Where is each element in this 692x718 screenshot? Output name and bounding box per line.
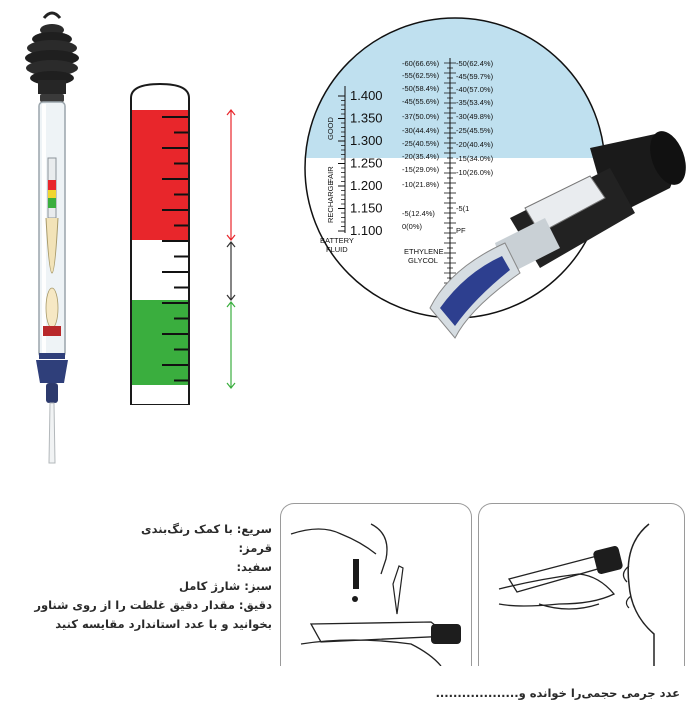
right-temp-label: -40(57.0%) [456,85,494,94]
left-temp-label: -20(35.4%) [402,152,440,161]
right-temp-label: -5(1 [456,204,470,213]
left-temp-label: -50(58.4%) [402,84,440,93]
right-temp-label: -30(49.8%) [456,112,494,121]
left-temp-label: -37(50.0%) [402,112,440,121]
right-temp-label: -50(62.4%) [456,59,494,68]
float-color-scale [128,82,193,405]
ethylene-label: ETHYLENE [404,247,444,256]
zone-label-fair: FAIR [326,166,335,183]
illustration-applying-sample-drop [280,503,472,666]
note-precise: دقیق: مقدار دقیق غلظت را از روی شناور [34,598,272,612]
left-temp-label: -15(29.0%) [402,165,440,174]
note-white: سفید: [236,560,272,574]
note-green: سبز: شارژ کامل [178,579,272,593]
battery-hydrometer-illustration [10,8,95,468]
instruction-notes [10,520,272,634]
illustration-looking-through-refractometer [478,503,685,666]
green-zone [132,300,188,385]
sg-tick-label: 1.100 [350,223,383,238]
sg-tick-label: 1.400 [350,88,383,103]
fluid-label: FLUID [326,245,348,254]
right-temp-label: -10(26.0%) [456,168,494,177]
zone-label-recharge: RECHARGE [326,180,335,223]
sg-tick-label: 1.300 [350,133,383,148]
zone-label-good: GOOD [326,117,335,140]
sg-tick-label: 1.350 [350,110,383,126]
right-temp-label: -35(53.4%) [456,98,494,107]
sg-tick-label: 1.250 [350,155,383,171]
note-quick: سریع: با کمک رنگ‌بندی [141,522,272,536]
note-compare: بخوانید و با عدد استاندارد مقایسه کنید [55,617,272,631]
note-red: قرمز: [238,541,272,555]
left-temp-label: -30(44.4%) [402,126,440,135]
footer-fill-in-sentence: عدد جرمی حجمی‌را خوانده و................... [435,686,680,700]
white-zone [132,240,188,300]
right-temp-label: -25(45.5%) [456,126,494,135]
left-temp-label: 0(0%) [402,222,423,231]
left-temp-label: -55(62.5%) [402,71,440,80]
right-temp-label: -45(59.7%) [456,72,494,81]
right-temp-label: -15(34.0%) [456,154,494,163]
glycol-label: GLYCOL [408,256,438,265]
battery-label: BATTERY [320,236,354,245]
zone-range-arrows [220,108,242,390]
dropper-sketch [281,504,471,666]
left-temp-label: -45(55.6%) [402,97,440,106]
red-zone [132,110,188,240]
left-temp-label: -25(40.5%) [402,139,440,148]
left-temp-label: -5(12.4%) [402,209,435,218]
eye-viewing-sketch [479,504,684,666]
left-temp-label: -60(66.6%) [402,59,440,68]
right-temp-label: -20(40.4%) [456,140,494,149]
refractometer-scale-illustration [290,8,690,378]
sg-tick-label: 1.200 [350,178,383,193]
right-temp-label: PF [456,226,466,235]
left-temp-label: -10(21.8%) [402,180,440,189]
sg-tick-label: 1.150 [350,200,383,216]
